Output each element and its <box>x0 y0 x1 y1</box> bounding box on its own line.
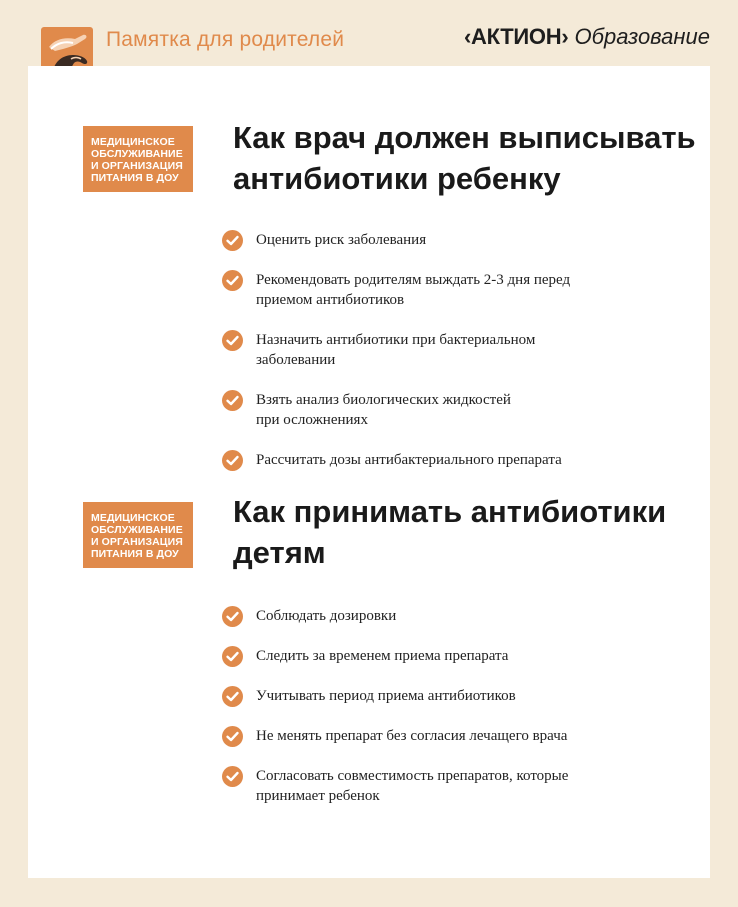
section-heading: Как принимать антибиотики детям <box>233 494 667 570</box>
list-item <box>222 606 672 626</box>
list-item-text: Учитывать период приема антибиотиков <box>256 688 516 704</box>
check-icon <box>222 606 243 627</box>
list-item-text: Не менять препарат без согласия лечащего врача <box>256 728 568 744</box>
check-icon <box>222 330 243 351</box>
check-icon <box>222 390 243 411</box>
list-item <box>222 766 672 806</box>
list-item-text: Согласовать совместимость препаратов, которые принимает ребенок <box>256 768 569 804</box>
list-item-text: Взять анализ биологических жидкостей при осложнениях <box>256 392 511 428</box>
brand-name: ‹АКТИОН› <box>463 24 569 49</box>
page-header-title: Памятка для родителей <box>106 28 345 51</box>
check-icon <box>222 726 243 747</box>
check-icon <box>222 270 243 291</box>
list-item-text: Соблюдать дозировки <box>256 608 397 624</box>
category-tag: МЕДИЦИНСКОЕ ОБСЛУЖИВАНИЕ И ОРГАНИЗАЦИЯ ПИТАНИЯ В ДОУ <box>83 126 193 192</box>
list-item <box>222 726 672 746</box>
list-item <box>222 646 672 666</box>
check-icon <box>222 646 243 667</box>
category-tag: МЕДИЦИНСКОЕ ОБСЛУЖИВАНИЕ И ОРГАНИЗАЦИЯ ПИТАНИЯ В ДОУ <box>83 502 193 568</box>
list-item <box>222 270 672 310</box>
checklist <box>222 230 672 470</box>
list-item-text: Рассчитать дозы антибактериального препарата <box>256 452 562 468</box>
list-item-text: Рекомендовать родителям выждать 2-3 дня перед приемом антибиотиков <box>256 272 571 308</box>
list-item <box>222 230 672 250</box>
list-item <box>222 686 672 706</box>
check-icon <box>222 450 243 471</box>
check-icon <box>222 230 243 251</box>
list-item-text: Оценить риск заболевания <box>256 232 427 248</box>
checklist <box>222 606 672 806</box>
check-icon <box>222 686 243 707</box>
list-item <box>222 330 672 370</box>
list-item <box>222 450 672 470</box>
content-card <box>28 66 710 878</box>
top-bar <box>0 0 738 66</box>
brand-suffix: Образование <box>574 24 710 49</box>
section-heading: Как врач должен выписывать антибиотики ребенку <box>233 120 696 196</box>
list-item <box>222 390 672 430</box>
list-item-text: Следить за временем приема препарата <box>256 648 509 664</box>
brand-logo[interactable] <box>464 24 710 50</box>
check-icon <box>222 766 243 787</box>
list-item-text: Назначить антибиотики при бактериальном заболевании <box>256 332 536 368</box>
